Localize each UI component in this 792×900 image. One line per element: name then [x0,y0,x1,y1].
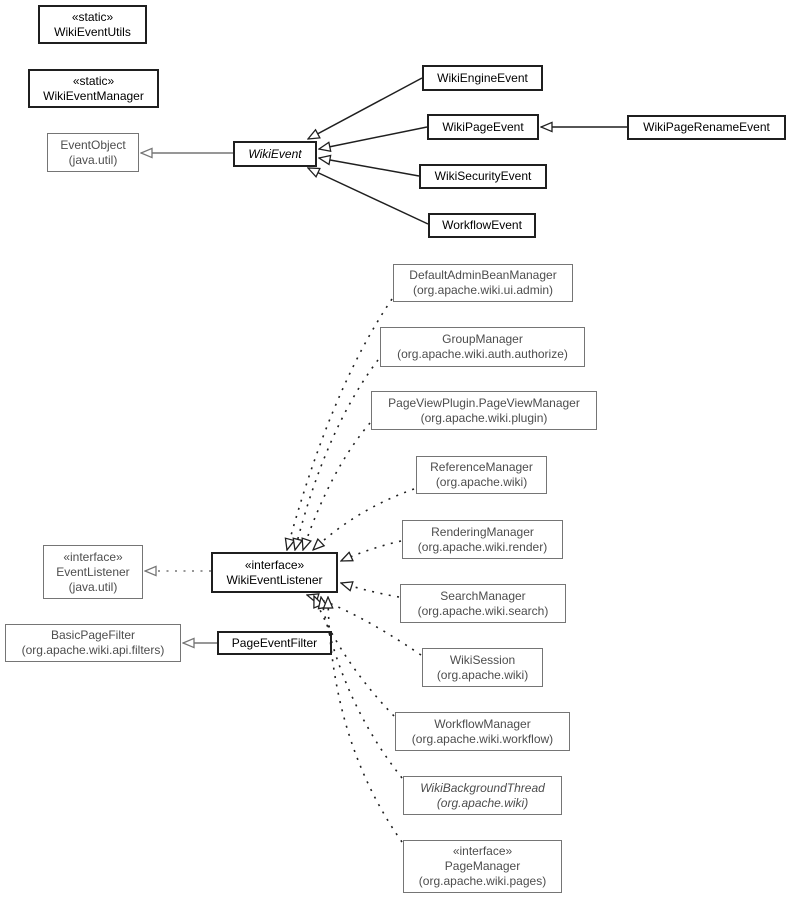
class-name: WorkflowManager [434,716,531,731]
class-box-wikipagerenameevent[interactable] [627,115,786,140]
class-name: PageEventFilter [231,635,318,650]
class-box-pageeventfilter[interactable] [217,631,332,655]
class-box-eventobject[interactable] [47,133,139,172]
class-name: WikiSession [449,652,516,667]
package-name: (org.apache.wiki.plugin) [420,410,548,425]
stereotype-label: «interface» [244,557,305,572]
stereotype-label: «interface» [452,844,513,858]
package-name: (org.apache.wiki) [436,667,529,682]
package-name: (java.util) [68,152,118,167]
class-name: WikiBackgroundThread [420,780,545,795]
class-name: WikiPageRenameEvent [643,120,770,134]
package-name: (org.apache.wiki.api.filters) [21,643,165,657]
class-box-wikieventmanager[interactable] [28,69,159,108]
package-name: (org.apache.wiki.render) [417,539,548,554]
package-name: (org.apache.wiki.pages) [418,874,547,888]
class-box-wikieventlistener[interactable] [211,552,338,593]
class-name: GroupManager [442,332,523,346]
class-box-wikisession[interactable] [422,648,543,687]
class-name: SearchManager [440,588,526,603]
class-box-wikievent[interactable] [233,141,317,167]
class-box-eventlistener[interactable] [43,545,143,599]
package-name: (org.apache.wiki) [436,795,529,810]
edge-wikiengineevent-extends-wikievent [308,78,422,139]
class-name: DefaultAdminBeanManager [409,268,557,282]
package-name: (java.util) [68,579,118,594]
class-box-pageviewmanager[interactable] [371,391,597,430]
stereotype-label: «static» [72,73,115,88]
class-box-wikiengineevent[interactable] [422,65,543,91]
edge-pageviewmanager-implements-wikieventlistener [303,423,370,550]
class-name: BasicPageFilter [50,628,136,642]
class-box-wikisecurityevent[interactable] [419,164,547,189]
edge-workflowmanager-implements-wikieventlistener [314,596,394,716]
edge-pagemanager-implements-wikieventlistener [328,597,402,842]
stereotype-label: «interface» [63,549,123,564]
class-name: WikiEngineEvent [437,70,528,85]
class-name: WorkflowEvent [442,218,522,232]
edge-referencemanager-implements-wikieventlistener [313,489,414,550]
class-name: WikiSecurityEvent [434,169,532,183]
class-box-wikibackgroundthread[interactable] [403,776,562,815]
edge-wikipageevent-extends-wikievent [319,127,427,149]
package-name: (org.apache.wiki.workflow) [411,731,554,746]
edge-renderingmanager-implements-wikieventlistener [341,541,401,561]
class-box-referencemanager[interactable] [416,456,547,494]
edge-groupmanager-implements-wikieventlistener [295,360,378,550]
package-name: (org.apache.wiki.auth.authorize) [397,347,568,361]
class-name: RenderingManager [431,524,534,539]
class-name: WikiEventManager [43,88,144,103]
edge-wikisecurityevent-extends-wikievent [319,158,419,176]
class-box-wikipageevent[interactable] [427,114,539,140]
class-box-groupmanager[interactable] [380,327,585,367]
class-box-workflowmanager[interactable] [395,712,570,751]
class-box-workflowevent[interactable] [428,213,536,238]
class-box-defaultadminbeanmanager[interactable] [393,264,573,302]
class-box-pagemanager[interactable] [403,840,562,893]
class-name: EventListener [56,564,130,579]
edge-workflowevent-extends-wikievent [308,168,428,224]
class-box-basicpagefilter[interactable] [5,624,181,662]
class-name: PageManager [444,859,521,873]
class-name: ReferenceManager [430,460,533,474]
stereotype-label: «static» [71,9,114,24]
class-box-renderingmanager[interactable] [402,520,563,559]
package-name: (org.apache.wiki.ui.admin) [412,283,554,297]
edge-wikibackgroundthread-implements-wikieventlistener [321,597,402,778]
class-box-searchmanager[interactable] [400,584,566,623]
class-name: WikiEvent [248,146,302,161]
edge-searchmanager-implements-wikieventlistener [341,583,399,597]
class-name: WikiEventListener [226,572,323,587]
package-name: (org.apache.wiki.search) [417,603,549,618]
class-name: EventObject [60,137,126,152]
class-name: WikiEventUtils [54,24,131,39]
class-name: PageViewPlugin.PageViewManager [388,395,580,410]
package-name: (org.apache.wiki) [435,475,528,489]
class-name: WikiPageEvent [442,119,524,134]
class-box-wikieventutils[interactable] [38,5,147,44]
